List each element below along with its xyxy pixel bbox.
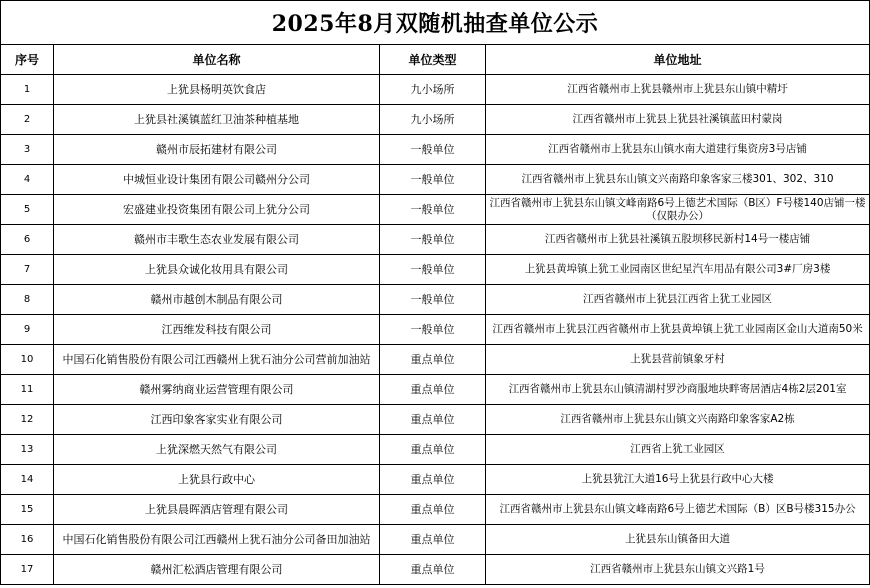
table-row [1,195,870,225]
table-row [1,465,870,495]
table-row [1,315,870,345]
cell-unit-name: 上犹深燃天然气有限公司 [54,435,380,465]
cell-unit-address: 江西省赣州市上犹县东山镇水南大道建行集资房3号店铺 [486,135,870,165]
cell-unit-address: 江西省赣州市上犹县东山镇文峰南路6号上德艺术国际（B区）F号楼140店铺一楼（仅限办公） [486,195,870,225]
cell-index: 11 [1,375,54,405]
cell-unit-type: 一般单位 [380,315,486,345]
cell-unit-name: 赣州雾纳商业运营管理有限公司 [54,375,380,405]
cell-unit-name: 江西印象客家实业有限公司 [54,405,380,435]
cell-unit-type: 九小场所 [380,105,486,135]
cell-unit-address: 江西省赣州市上犹县东山镇清湖村罗沙商服地块畔寄居酒店4栋2层201室 [486,375,870,405]
cell-unit-address: 上犹县黄埠镇上犹工业园南区世纪星汽车用品有限公司3#厂房3楼 [486,255,870,285]
cell-index: 1 [1,75,54,105]
cell-unit-address: 江西省赣州市上犹县东山镇文兴南路印象客家三楼301、302、310 [486,165,870,195]
table-row [1,255,870,285]
cell-unit-address: 江西省赣州市上犹县江西省赣州市上犹县黄埠镇上犹工业园南区金山大道南50米 [486,315,870,345]
cell-unit-name: 上犹县众诚化妆用具有限公司 [54,255,380,285]
column-header-index: 序号 [1,45,54,75]
cell-unit-address: 江西省赣州市上犹县东山镇文峰南路6号上德艺术国际（B）区B号楼315办公 [486,495,870,525]
cell-unit-address: 上犹县营前镇象牙村 [486,345,870,375]
header-row [1,45,870,75]
cell-unit-name: 赣州市丰歌生态农业发展有限公司 [54,225,380,255]
cell-unit-address: 江西省赣州市上犹县江西省上犹工业园区 [486,285,870,315]
cell-unit-name: 上犹县社溪镇蓝红卫油茶种植基地 [54,105,380,135]
cell-index: 16 [1,525,54,555]
cell-unit-address: 江西省赣州市上犹县赣州市上犹县东山镇中精圩 [486,75,870,105]
cell-index: 13 [1,435,54,465]
cell-unit-address: 江西省上犹工业园区 [486,435,870,465]
table-row [1,525,870,555]
cell-unit-type: 一般单位 [380,135,486,165]
table-row [1,405,870,435]
cell-unit-name: 上犹县行政中心 [54,465,380,495]
cell-index: 14 [1,465,54,495]
table-row [1,345,870,375]
column-header-name: 单位名称 [54,45,380,75]
cell-unit-address: 江西省赣州市上犹县东山镇文兴路1号 [486,555,870,585]
table-row [1,435,870,465]
cell-index: 12 [1,405,54,435]
cell-unit-name: 中国石化销售股份有限公司江西赣州上犹石油分公司营前加油站 [54,345,380,375]
cell-index: 3 [1,135,54,165]
cell-unit-name: 赣州汇松酒店管理有限公司 [54,555,380,585]
cell-index: 5 [1,195,54,225]
column-header-type: 单位类型 [380,45,486,75]
cell-unit-type: 九小场所 [380,75,486,105]
cell-unit-address: 上犹县犹江大道16号上犹县行政中心大楼 [486,465,870,495]
cell-unit-name: 赣州市辰拓建材有限公司 [54,135,380,165]
cell-unit-type: 重点单位 [380,495,486,525]
cell-unit-address: 江西省赣州市上犹县社溪镇五股坝移民新村14号一楼店铺 [486,225,870,255]
cell-unit-type: 重点单位 [380,435,486,465]
cell-unit-address: 江西省赣州市上犹县东山镇文兴南路印象客家A2栋 [486,405,870,435]
table-row [1,285,870,315]
cell-unit-name: 上犹县杨明英饮食店 [54,75,380,105]
cell-unit-type: 一般单位 [380,195,486,225]
cell-index: 2 [1,105,54,135]
cell-index: 9 [1,315,54,345]
table-row [1,495,870,525]
cell-unit-type: 一般单位 [380,255,486,285]
table-row [1,75,870,105]
cell-unit-type: 重点单位 [380,345,486,375]
cell-unit-name: 上犹县晨晖酒店管理有限公司 [54,495,380,525]
cell-unit-name: 中城恒业设计集团有限公司赣州分公司 [54,165,380,195]
table-row [1,375,870,405]
table-row [1,555,870,585]
cell-unit-type: 一般单位 [380,165,486,195]
page-title: 2025年8月双随机抽查单位公示 [1,1,870,45]
cell-unit-type: 重点单位 [380,405,486,435]
table-row [1,135,870,165]
cell-index: 15 [1,495,54,525]
cell-index: 4 [1,165,54,195]
cell-unit-address: 上犹县东山镇备田大道 [486,525,870,555]
cell-unit-address: 江西省赣州市上犹县上犹县社溪镇蓝田村蒙岗 [486,105,870,135]
cell-unit-type: 一般单位 [380,285,486,315]
cell-index: 17 [1,555,54,585]
cell-unit-type: 重点单位 [380,375,486,405]
column-header-address: 单位地址 [486,45,870,75]
cell-unit-type: 重点单位 [380,465,486,495]
cell-index: 6 [1,225,54,255]
cell-unit-type: 一般单位 [380,225,486,255]
cell-unit-name: 江西维发科技有限公司 [54,315,380,345]
cell-index: 7 [1,255,54,285]
cell-unit-name: 宏盛建业投资集团有限公司上犹分公司 [54,195,380,225]
cell-unit-type: 重点单位 [380,555,486,585]
table-row [1,105,870,135]
cell-index: 8 [1,285,54,315]
cell-unit-name: 赣州市越创木制品有限公司 [54,285,380,315]
cell-unit-type: 重点单位 [380,525,486,555]
cell-index: 10 [1,345,54,375]
cell-unit-name: 中国石化销售股份有限公司江西赣州上犹石油分公司备田加油站 [54,525,380,555]
table-row [1,225,870,255]
table-row [1,165,870,195]
